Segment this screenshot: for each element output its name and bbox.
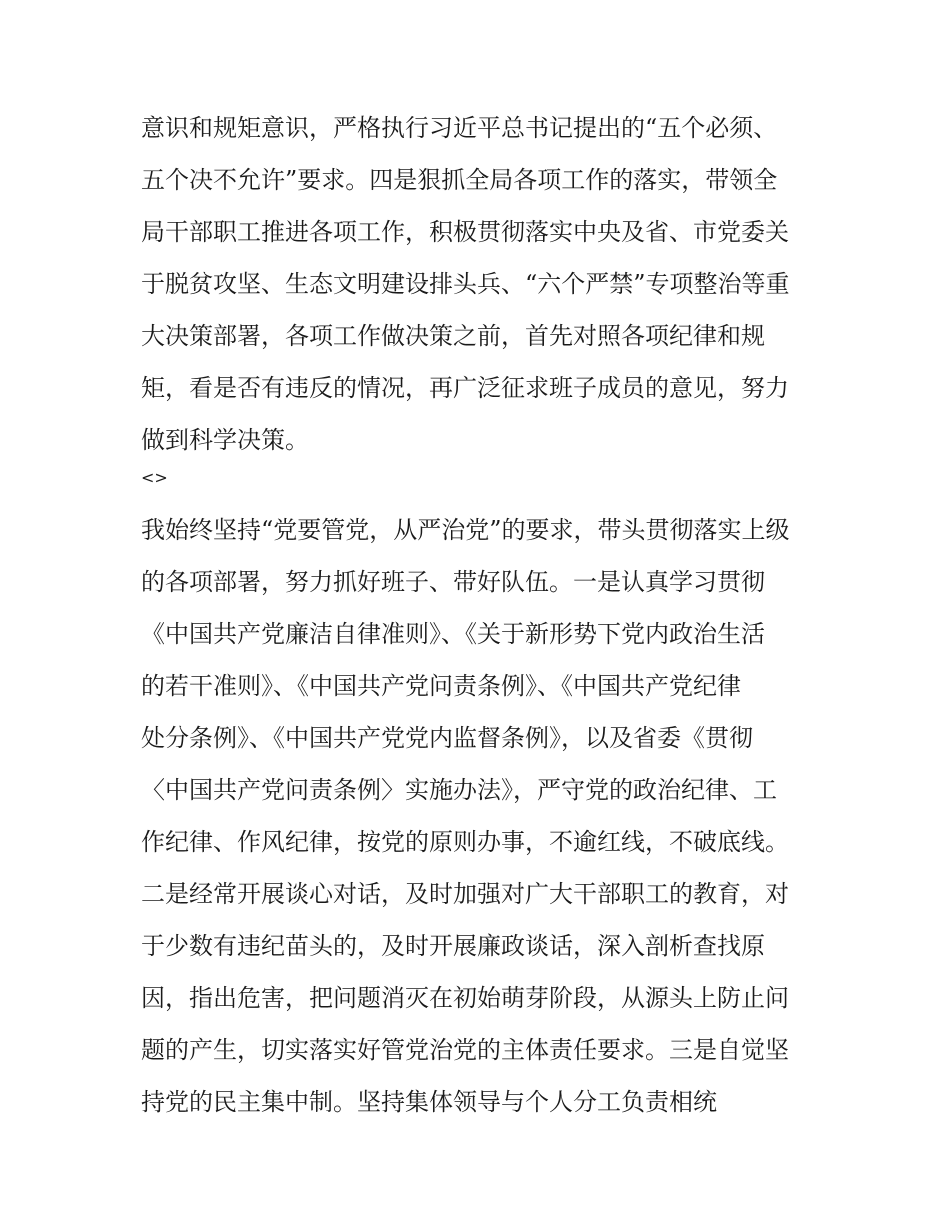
paragraph-1-line: 大决策部署，各项工作做决策之前，首先对照各项纪律和规: [141, 322, 765, 350]
paragraph-1-line: 做到科学决策。: [141, 426, 309, 454]
paragraph-2-line: 《中国共产党廉洁自律准则》、《关于新形势下党内政治生活: [141, 620, 765, 648]
paragraph-1-line: 于脱贫攻坚、生态文明建设排头兵、“六个严禁”专项整治等重: [141, 270, 790, 298]
paragraph-2-line: 二是经常开展谈心对话，及时加强对广大干部职工的教育，对: [141, 880, 789, 908]
paragraph-2-line: 的若干准则》、《中国共产党问责条例》、《中国共产党纪律: [141, 672, 741, 700]
paragraph-2-line: 我始终坚持“党要管党，从严治党”的要求，带头贯彻落实上级: [141, 516, 790, 544]
paragraph-2-line: 作纪律、作风纪律，按党的原则办事，不逾红线，不破底线。: [141, 828, 789, 856]
paragraph-2-line: 于少数有违纪苗头的，及时开展廉政谈话，深入剖析查找原: [141, 932, 765, 960]
paragraph-2-line: 处分条例》、《中国共产党党内监督条例》，以及省委《贯彻: [141, 724, 753, 752]
paragraph-1-line: 矩，看是否有违反的情况，再广泛征求班子成员的意见，努力: [141, 374, 789, 402]
paragraph-1-line: 五个决不允许”要求。四是狠抓全局各项工作的落实，带领全: [141, 166, 778, 194]
paragraph-2-line: 因，指出危害，把问题消灭在初始萌芽阶段，从源头上防止问: [141, 984, 789, 1012]
paragraph-1: [141, 102, 821, 466]
paragraph-1-line: 意识和规矩意识，严格执行习近平总书记提出的“五个必须、: [141, 114, 778, 142]
paragraph-2: [141, 504, 821, 1128]
paragraph-2-line: 〈中国共产党问责条例〉实施办法》，严守党的政治纪律、工: [141, 776, 777, 804]
paragraph-2-line: 持党的民主集中制。坚持集体领导与个人分工负责相统: [141, 1088, 717, 1116]
paragraph-1-line: 局干部职工推进各项工作，积极贯彻落实中央及省、市党委关: [141, 218, 789, 246]
paragraph-2-line: 的各项部署，努力抓好班子、带好队伍。一是认真学习贯彻: [141, 568, 765, 596]
section-separator: <>: [141, 468, 168, 487]
paragraph-2-line: 题的产生，切实落实好管党治党的主体责任要求。三是自觉坚: [141, 1036, 789, 1064]
